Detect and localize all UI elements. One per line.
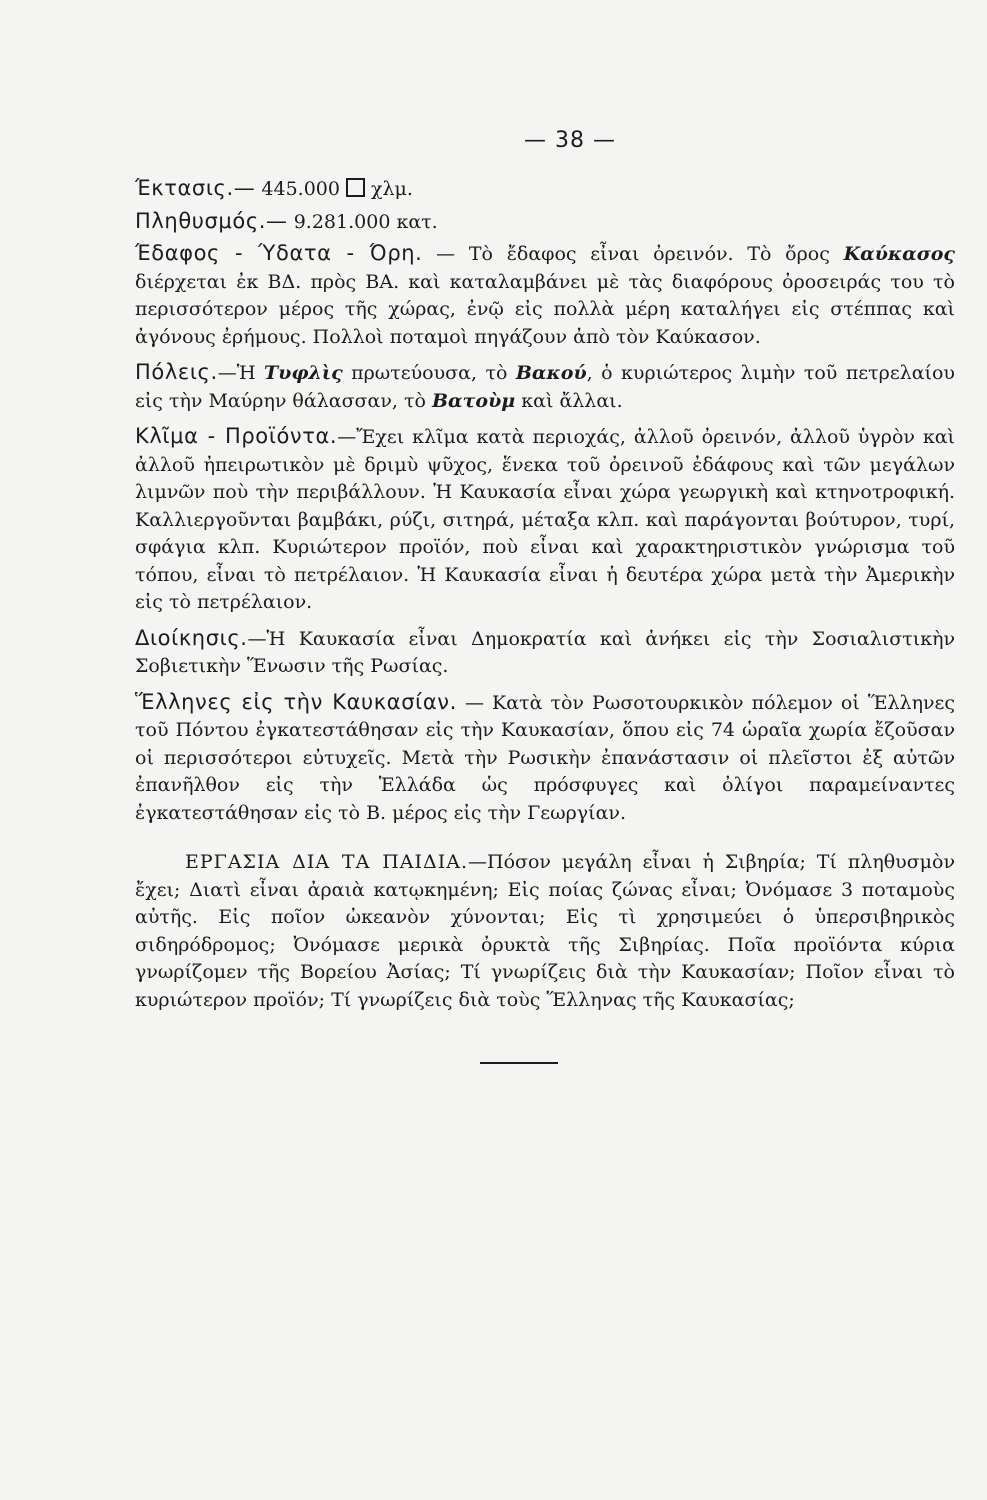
poleis-keyword-bakou: Βακού — [515, 362, 587, 384]
poleis-text-1: —Ἡ — [217, 362, 265, 384]
heading-extasis: Έκτασις.— — [135, 176, 256, 200]
paragraph-edafos — [135, 240, 955, 351]
extasis-unit: χλμ. — [370, 178, 413, 200]
end-rule-divider — [480, 1062, 558, 1064]
poleis-text-3: , ὁ κυριώτερος λιμὴν τοῦ πετρελαίου εἰς τὴν Μαύρην θάλασσαν, τὸ — [135, 362, 955, 412]
edafos-keyword-kaukasos: Καύκασος — [843, 243, 955, 265]
plithysmos-value: 9.281.000 κατ. — [293, 210, 438, 233]
poleis-text-2: πρωτεύουσα, τὸ — [342, 362, 516, 384]
extasis-value: 445.000 — [261, 178, 340, 200]
paragraph-poleis — [135, 359, 955, 415]
heading-klima: Κλῖμα - Προϊόντα. — [135, 424, 338, 448]
ergasia-text: —Πόσον μεγάλη εἶναι ἡ Σιβηρία; Τί πληθυσμὸν ἔχει; Διατὶ εἶναι ἀραιὰ κατῳκημένη; Εἰς ποίας ζώνας εἶναι; Ὀνόμασε 3 ποταμοὺς αὐτῆς. Εἰς ποῖον ὠκεανὸν χύνονται; Εἰς τὶ χρησιμεύει ὁ ὑπερσιβηρικὸς σιδηρόδρομος; Ὀνόμασε μερικὰ ὀρυκτὰ τῆς Σιβηρίας. Ποῖα προϊόντα κύρια γνωρίζομεν τῆς Βορείου Ἀσίας; Τί γνωρίζεις διὰ τὴν Καυκασίαν; Ποῖον εἶναι τὸ κυριώτερον προϊόν; Τί γνωρίζεις διὰ τοὺς Ἕλληνας τῆς Καυκασίας; — [135, 851, 956, 1011]
page-number: — 38 — — [524, 128, 616, 153]
heading-dioikisis: Διοίκησις. — [135, 625, 248, 650]
dioikisis-text: —Ἡ Καυκασία εἶναι Δημοκρατία καὶ ἀνήκει εἰς τὴν Σοσιαλιστικὴν Σοβιετικὴν Ἕνωσιν τῆς Ρωσίας. — [135, 627, 955, 677]
paragraph-klima — [135, 423, 955, 617]
edafos-text-2: διέρχεται ἐκ ΒΔ. πρὸς ΒΑ. καὶ καταλαμβάνει μὲ τὰς διαφόρους ὀροσειράς του τὸ περισσότερον μέρος τῆς χώρας, ἐνῷ εἰς πολλὰ μέρη καταλήγει εἰς στέππας καὶ ἀγόνους ἐρήμους. Πολλοὶ ποταμοὶ πηγάζουν ἀπὸ τὸν Καύκασον. — [135, 270, 955, 348]
square-symbol-icon — [346, 178, 365, 197]
klima-text: —Ἔχει κλῖμα κατὰ περιοχάς, ἀλλοῦ ὀρεινόν, ἀλλοῦ ὑγρὸν καὶ ἀλλοῦ ἠπειρωτικὸν μὲ δριμὺ ψῦχος, ἕνεκα τοῦ ὀρεινοῦ ἐδάφους καὶ τῶν μεγάλων λιμνῶν ποὺ τὴν περιβάλλουν. Ἡ Καυκασία εἶναι χώρα γεωργικὴ καὶ κτηνοτροφική. Καλλιεργοῦνται βαμβάκι, ρύζι, σιτηρά, μέταξα κλπ. καὶ παράγονται βούτυρον, τυρί, σφάγια κλπ. Κυριώτερον προϊόν, ποὺ εἶναι καὶ χαρακτηριστικὸν γνώρισμα τοῦ τόπου, εἶναι τὸ πετρέλαιον. Ἡ Καυκασία εἶναι ἡ δευτέρα χώρα μετὰ τὴν Ἀμερικὴν εἰς τὸ πετρέλαιον. — [135, 426, 955, 613]
heading-ergasia: ΕΡΓΑΣΙΑ ΔΙΑ ΤΑ ΠΑΙΔΙΑ. — [185, 851, 468, 873]
paragraph-plithysmos — [135, 208, 955, 237]
paragraph-ellines — [135, 689, 955, 828]
heading-edafos: Έδαφος - Ύδατα - Όρη. — [135, 241, 423, 265]
paragraph-extasis — [135, 175, 955, 204]
poleis-text-4: καὶ ἄλλαι. — [515, 389, 623, 412]
paragraph-dioikisis — [135, 625, 955, 681]
heading-ellines: Ἕλληνες εἰς τὴν Καυκασίαν. — [135, 689, 457, 714]
edafos-text-1: — Τὸ ἔδαφος εἶναι ὀρεινόν. Τὸ ὄρος — [422, 243, 844, 265]
poleis-keyword-batoum: Βατοὺμ — [431, 389, 516, 412]
poleis-keyword-tyflis: Τυφλὶς — [264, 362, 343, 384]
page-content — [135, 128, 955, 1064]
paragraph-ergasia — [135, 849, 955, 1014]
ellines-text: — Κατὰ τὸν Ρωσοτουρκικὸν πόλεμον οἱ Ἕλληνες τοῦ Πόντου ἐγκατεστάθησαν εἰς τὴν Καυκασίαν, ὅπου εἰς 74 ὡραῖα χωρία ἔζοῦσαν οἱ περισσότεροι εὐτυχεῖς. Μετὰ τὴν Ρωσικὴν ἐπανάστασιν οἱ πλεῖστοι ἐξ αὐτῶν ἐπανῆλθον εἰς τὴν Ἑλλάδα ὡς πρόσφυγες καὶ ὀλίγοι παραμείναντες ἐγκατεστάθησαν εἰς τὸ Β. μέρος εἰς τὴν Γεωργίαν. — [135, 691, 955, 824]
heading-poleis: Πόλεις. — [135, 360, 218, 384]
heading-plithysmos: Πληθυσμός.— — [135, 208, 288, 233]
